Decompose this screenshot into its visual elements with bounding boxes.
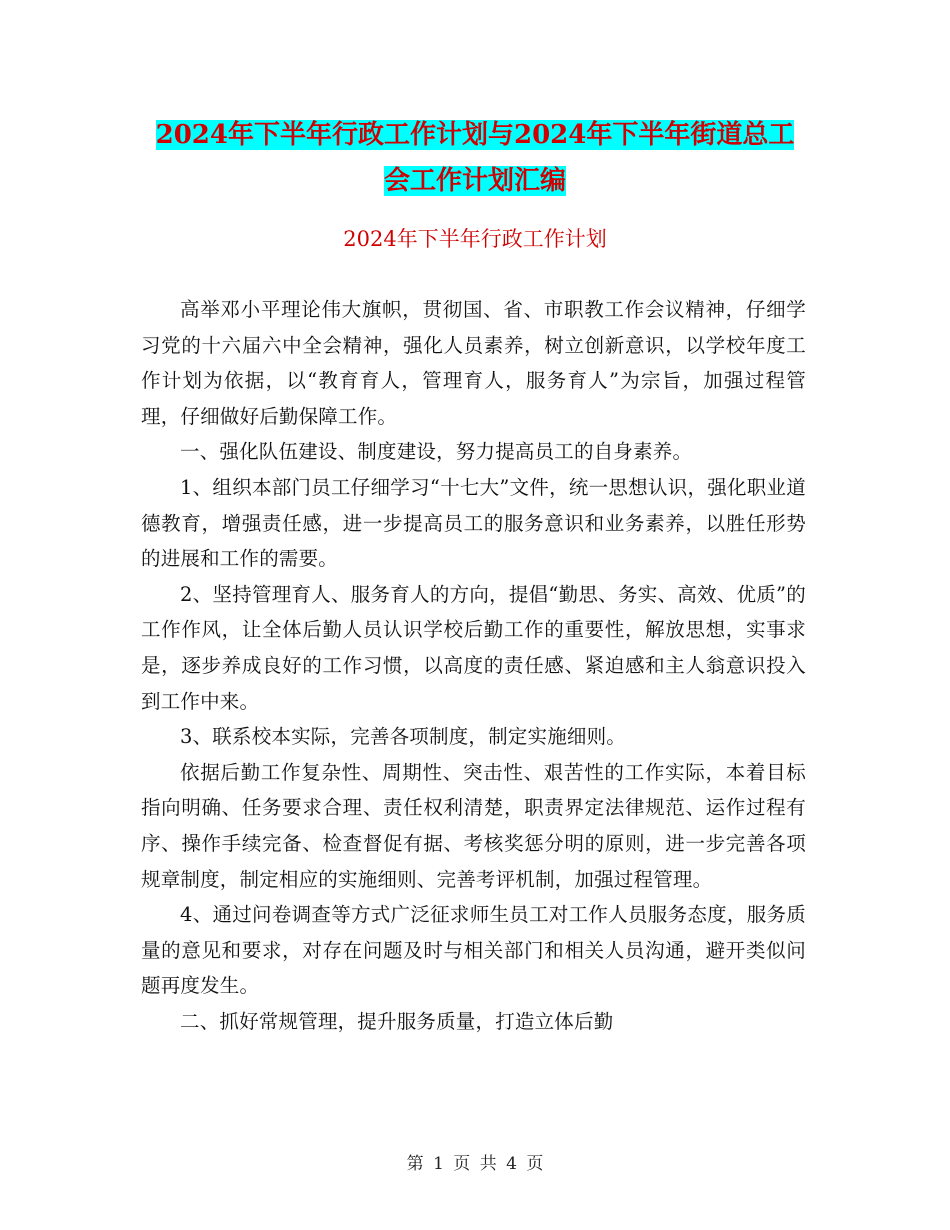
paragraph-item-3: 3、联系校本实际，完善各项制度，制定实施细则。 <box>180 725 627 749</box>
paragraph-intro: 高举邓小平理论伟大旗帜，贯彻国、省、市职教工作会议精神，仔细学习党的十六届六中全会精神，强化人员素养，树立创新意识，以学校年度工作计划为依据，以“教育育人，管理育人，服务育人”为宗旨，加强过程管理，仔细做好后勤保障工作。 <box>141 298 806 428</box>
paragraph-item-2: 2、坚持管理育人、服务育人的方向，提倡“勤思、务实、高效、优质”的工作作风，让全体后勤人员认识学校后勤工作的重要性，解放思想，实事求是，逐步养成良好的工作习惯，以高度的责任感、紧迫感和主人翁意识投入到工作中来。 <box>141 582 806 713</box>
section-title: 2024年下半年行政工作计划 <box>343 227 607 251</box>
document-title-line-1: 2024年下半年行政工作计划与2024年下半年街道总工 <box>155 120 795 150</box>
document-title <box>0 112 950 204</box>
paragraph-heading-1: 一、强化队伍建设、制度建设，努力提高员工的自身素养。 <box>180 440 693 464</box>
paragraph-item-4: 4、通过问卷调查等方式广泛征求师生员工对工作人员服务态度，服务质量的意见和要求，对存在问题及时与相关部门和相关人员沟通，避开类似问题再度发生。 <box>141 903 806 998</box>
document-body <box>141 292 806 1039</box>
paragraph-item-3-detail: 依据后勤工作复杂性、周期性、突击性、艰苦性的工作实际，本着目标指向明确、任务要求合理、责任权利清楚，职责界定法律规范、运作过程有序、操作手续完备、检查督促有据、考核奖惩分明的原则，进一步完善各项规章制度，制定相应的实施细则、完善考评机制，加强过程管理。 <box>141 760 806 891</box>
paragraph-heading-2: 二、抓好常规管理，提升服务质量，打造立体后勤 <box>180 1009 614 1033</box>
paragraph-item-1: 1、组织本部门员工仔细学习“十七大”文件，统一思想认识，强化职业道德教育，增强责任感，进一步提高员工的服务意识和业务素养，以胜任形势的进展和工作的需要。 <box>141 475 806 571</box>
page-number-footer: 第 1 页 共 4 页 <box>406 1154 544 1174</box>
document-title-line-2: 会工作计划汇编 <box>383 166 566 196</box>
